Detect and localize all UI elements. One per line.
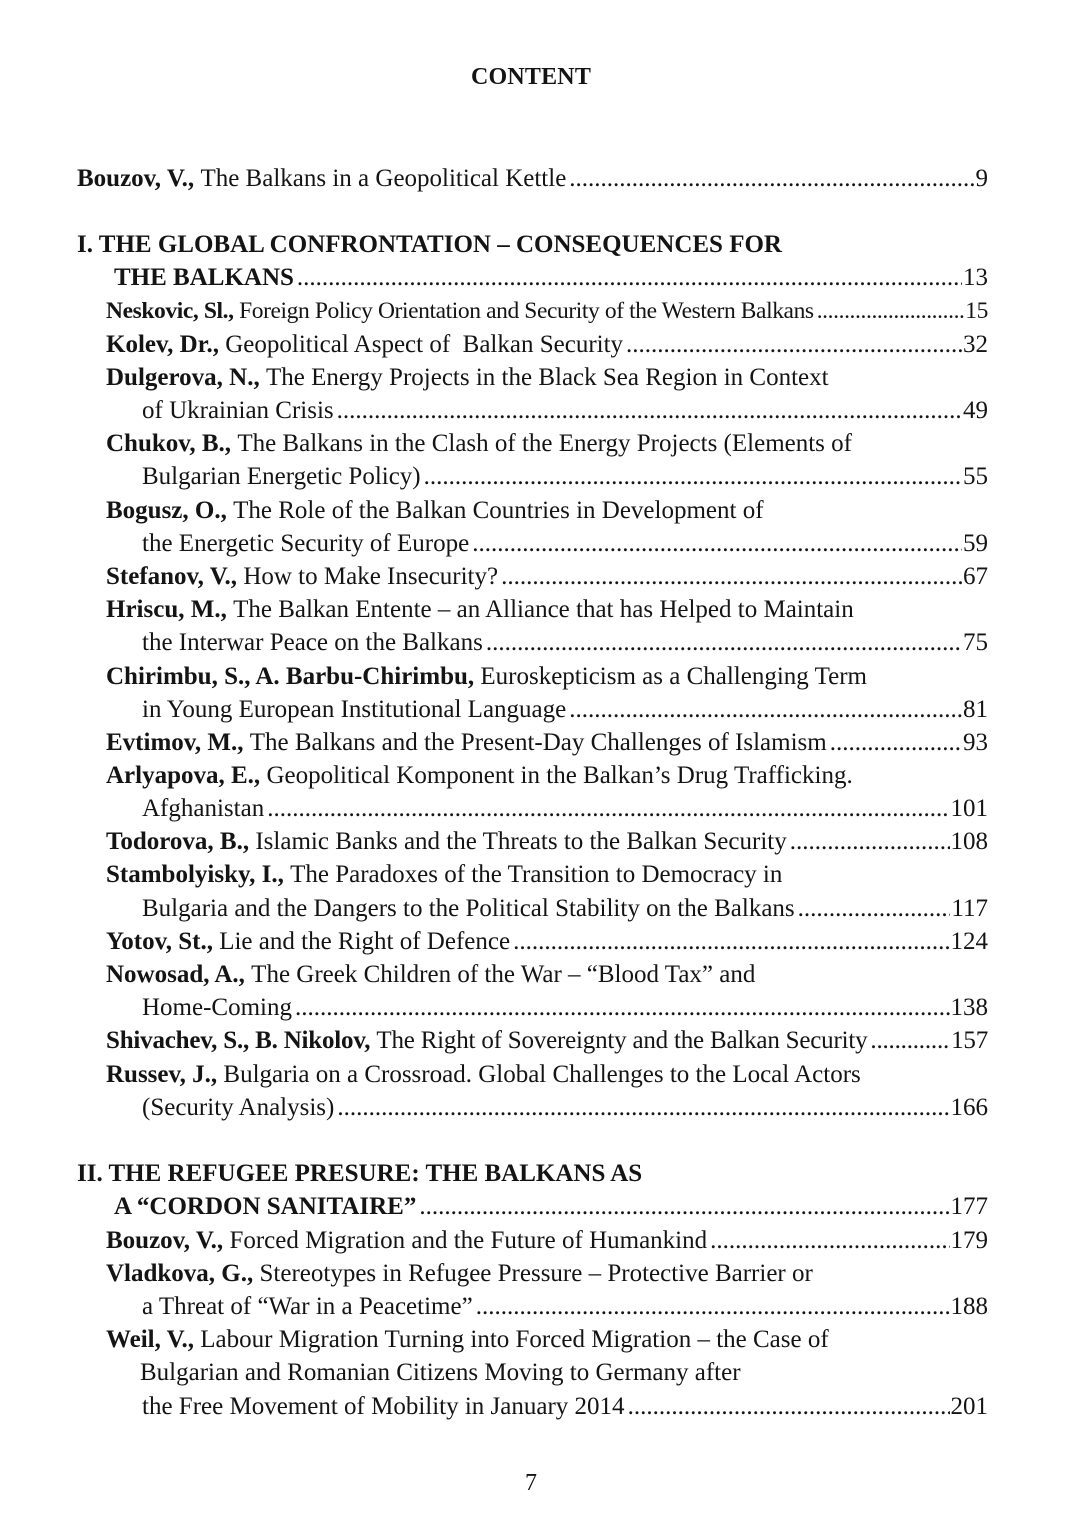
entry-page: 49 <box>963 397 988 424</box>
entry-page: 188 <box>950 1293 988 1320</box>
entry-page: 157 <box>951 1027 988 1054</box>
entry-page: 32 <box>963 331 988 358</box>
toc-entry <box>106 1058 988 1091</box>
toc-entry <box>106 726 988 759</box>
leader-dots <box>628 1390 950 1423</box>
entry-title: The Balkans and the Present-Day Challenges of Islamism <box>249 729 827 756</box>
entry-title: Lie and the Right of Defence <box>219 928 511 955</box>
toc-entry-cont <box>142 693 988 726</box>
section-heading-2: II. THE REFUGEE PRESURE: THE BALKANS AS <box>77 1160 643 1187</box>
toc-entry <box>106 858 988 891</box>
toc-entry-cont <box>142 394 988 427</box>
entry-title: Foreign Policy Orientation and Security of the Western Balkans <box>239 298 814 324</box>
entry-title: Geopolitical Komponent in the Balkan’s Drug Trafficking. <box>266 762 853 789</box>
section-page: 13 <box>963 264 988 291</box>
entry-author: Chirimbu, S., A. Barbu-Chirimbu, <box>106 663 475 690</box>
leader-dots <box>870 1024 950 1057</box>
entry-author: Kolev, Dr., <box>106 331 219 358</box>
entry-title: Bulgaria on a Crossroad. Global Challenges to the Local Actors <box>223 1061 861 1088</box>
entry-author: Weil, V., <box>106 1326 194 1353</box>
entry-title-cont: Bulgaria and the Dangers to the Political Stability on the Balkans <box>142 895 795 922</box>
leader-dots <box>337 394 962 427</box>
section-heading-1: I. THE GLOBAL CONFRONTATION – CONSEQUENCES FOR <box>77 231 782 258</box>
entry-title-cont: in Young European Institutional Language <box>142 696 567 723</box>
entry-page: 101 <box>950 795 988 822</box>
entry-title: Labour Migration Turning into Forced Migration – the Case of <box>200 1326 829 1353</box>
toc-entry <box>106 494 988 527</box>
entry-page: 55 <box>963 463 988 490</box>
entry-author: Stefanov, V., <box>106 563 238 590</box>
entry-page: 93 <box>963 729 988 756</box>
leader-dots <box>626 328 962 361</box>
section-page: 177 <box>950 1193 988 1220</box>
entry-author: Todorova, B., <box>106 828 250 855</box>
toc-entry <box>106 958 988 991</box>
toc-entry <box>106 1024 988 1057</box>
entry-title: How to Make Insecurity? <box>243 563 499 590</box>
toc-entry-cont <box>142 527 988 560</box>
leader-dots <box>476 1290 950 1323</box>
leader-dots <box>710 1224 949 1257</box>
leader-dots <box>337 1091 949 1124</box>
leader-dots <box>424 460 962 493</box>
entry-author: Russev, J., <box>106 1061 218 1088</box>
entry-page: 67 <box>963 563 988 590</box>
leader-dots <box>513 925 949 958</box>
entry-page: 15 <box>965 298 988 324</box>
leader-dots <box>472 527 962 560</box>
entry-title-cont: Bulgarian and Romanian Citizens Moving to Germany after <box>140 1359 741 1386</box>
leader-dots <box>419 1190 949 1223</box>
toc-entry <box>106 1323 988 1356</box>
leader-dots <box>569 693 962 726</box>
section-heading-1-cont <box>114 261 988 294</box>
section-heading-text: THE BALKANS <box>114 264 294 291</box>
entry-page: 9 <box>975 165 988 192</box>
entry-title-cont: of Ukrainian Crisis <box>142 397 334 424</box>
entry-title-cont: the Energetic Security of Europe <box>142 530 470 557</box>
toc-entry <box>106 825 988 858</box>
leader-dots <box>501 560 962 593</box>
leader-dots <box>267 792 949 825</box>
toc-entry <box>106 328 988 361</box>
entry-page: 108 <box>950 828 988 855</box>
toc-entry-cont <box>142 892 988 925</box>
entry-author: Bogusz, O., <box>106 497 227 524</box>
entry-title: Stereotypes in Refugee Pressure – Protective Barrier or <box>259 1260 813 1287</box>
entry-author: Nowosad, A., <box>106 961 245 988</box>
toc-entry <box>106 759 988 792</box>
section-heading-2-cont <box>114 1190 988 1223</box>
entry-title: The Energy Projects in the Black Sea Region in Context <box>265 364 829 391</box>
entry-author: Shivachev, S., B. Nikolov, <box>106 1027 371 1054</box>
entry-page: 138 <box>950 994 988 1021</box>
entry-title: The Right of Sovereignty and the Balkan Security <box>376 1027 868 1054</box>
toc-entry-cont <box>142 1290 988 1323</box>
entry-title: Forced Migration and the Future of Humankind <box>229 1227 708 1254</box>
entry-title-cont: the Free Movement of Mobility in January 2014 <box>142 1393 625 1420</box>
entry-page: 75 <box>963 629 988 656</box>
entry-title: The Role of the Balkan Countries in Development of <box>233 497 764 524</box>
entry-author: Chukov, B., <box>106 430 232 457</box>
section-heading-text: A “CORDON SANITAIRE” <box>114 1193 417 1220</box>
toc-entry-cont <box>142 792 988 825</box>
entry-page: 117 <box>951 895 988 922</box>
toc-entry-cont <box>142 1091 988 1124</box>
toc-entry-cont <box>142 991 988 1024</box>
entry-page: 179 <box>950 1227 988 1254</box>
page-title: CONTENT <box>470 64 592 90</box>
entry-author: Arlyapova, E., <box>106 762 261 789</box>
toc-entry <box>106 1257 988 1290</box>
entry-title-cont: (Security Analysis) <box>142 1094 335 1121</box>
entry-author: Neskovic, Sl., <box>106 298 234 324</box>
toc-entry <box>106 560 988 593</box>
toc-entry-cont <box>142 1390 988 1423</box>
entry-author: Evtimov, M., <box>106 729 244 756</box>
leader-dots <box>569 162 974 195</box>
entry-author: Yotov, St., <box>106 928 213 955</box>
leader-dots <box>297 261 962 294</box>
entry-author: Bouzov, V., <box>106 1227 224 1254</box>
leader-dots <box>790 825 950 858</box>
entry-title: Islamic Banks and the Threats to the Balkan Security <box>255 828 787 855</box>
toc-entry <box>106 1224 988 1257</box>
entry-title: Geopolitical Aspect of Balkan Security <box>225 331 624 358</box>
toc-entry-cont <box>140 1356 988 1389</box>
page-number: 7 <box>525 1470 537 1496</box>
entry-title: The Greek Children of the War – “Blood Tax” and <box>251 961 756 988</box>
toc-entry <box>106 295 988 328</box>
entry-author: Hriscu, M., <box>106 596 227 623</box>
entry-title-cont: a Threat of “War in a Peacetime” <box>142 1293 473 1320</box>
toc-entry <box>106 593 988 626</box>
entry-title: The Balkans in the Clash of the Energy Projects (Elements of <box>237 430 852 457</box>
entry-title: Euroskepticism as a Challenging Term <box>480 663 867 690</box>
leader-dots <box>830 726 962 759</box>
entry-title-cont: Afghanistan <box>142 795 265 822</box>
entry-title-cont: Bulgarian Energetic Policy) <box>142 463 421 490</box>
leader-dots <box>295 991 950 1024</box>
entry-title: The Paradoxes of the Transition to Democracy in <box>290 861 783 888</box>
toc-entry-cont <box>142 460 988 493</box>
toc-entry <box>106 427 988 460</box>
entry-author: Vladkova, G., <box>106 1260 254 1287</box>
leader-dots <box>817 295 965 328</box>
leader-dots <box>798 892 951 925</box>
entry-page: 124 <box>950 928 988 955</box>
entry-title-cont: the Interwar Peace on the Balkans <box>142 629 483 656</box>
toc-entry-cont <box>142 626 988 659</box>
entry-title-cont: Home-Coming <box>142 994 292 1021</box>
toc-entry <box>106 925 988 958</box>
entry-page: 81 <box>963 696 988 723</box>
entry-page: 59 <box>963 530 988 557</box>
entry-page: 166 <box>950 1094 988 1121</box>
entry-page: 201 <box>950 1393 988 1420</box>
toc-entry <box>106 660 988 693</box>
entry-title: The Balkan Entente – an Alliance that has Helped to Maintain <box>233 596 854 623</box>
entry-title: The Balkans in a Geopolitical Kettle <box>200 165 567 192</box>
toc-entry-intro <box>77 162 988 195</box>
entry-author: Dulgerova, N., <box>106 364 260 391</box>
entry-author: Stambolyisky, I., <box>106 861 284 888</box>
toc-entry <box>106 361 988 394</box>
entry-author: Bouzov, V., <box>77 165 195 192</box>
leader-dots <box>486 626 962 659</box>
